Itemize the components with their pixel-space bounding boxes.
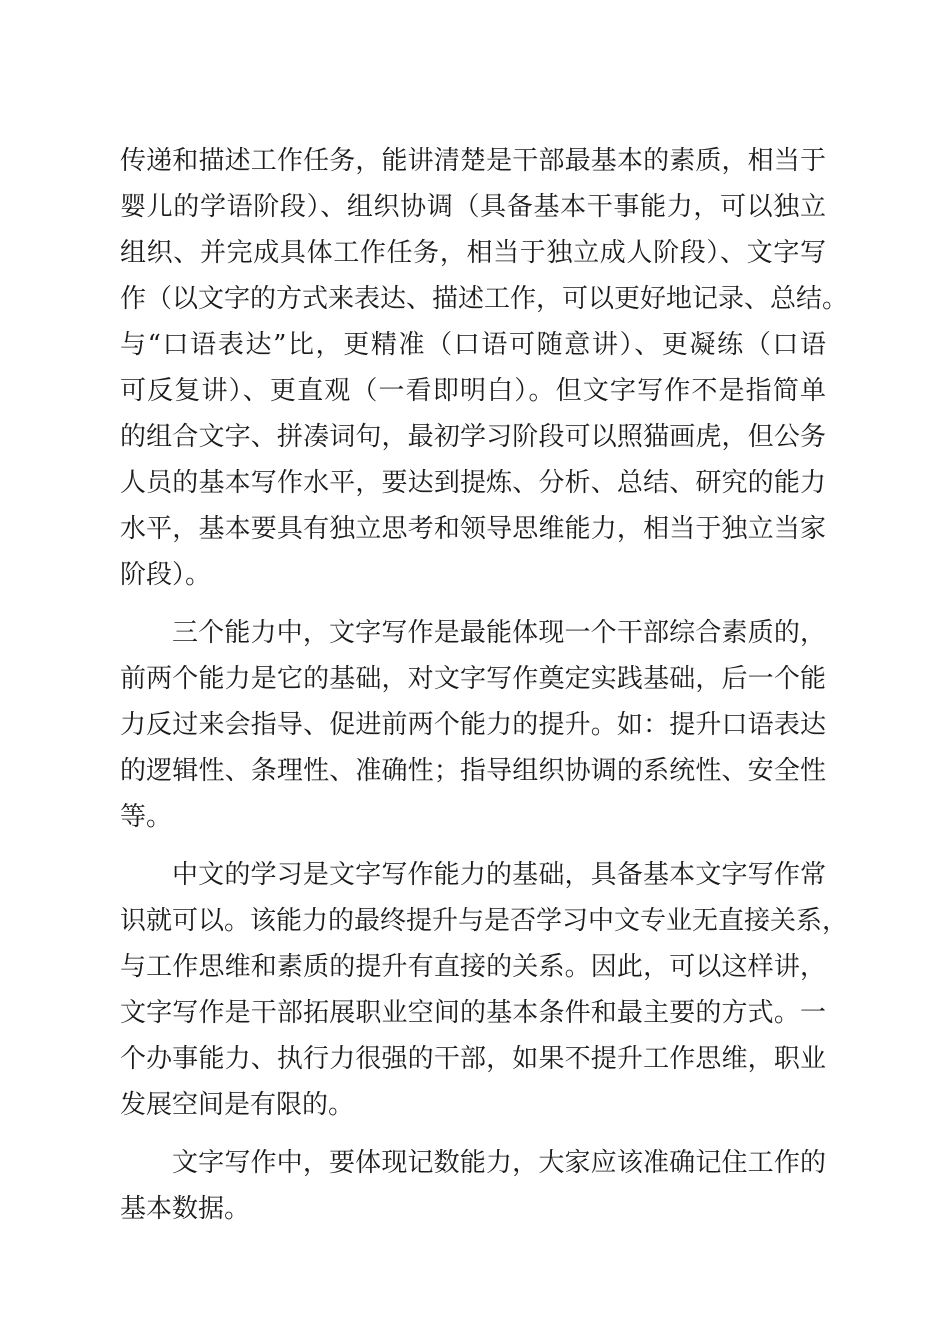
text-line: 可反复讲）、更直观（一看即明白）。但文字写作不是指简单 xyxy=(120,376,826,406)
text-line: 与“口语表达”比，更精准（口语可随意讲）、更凝练（口语 xyxy=(120,330,826,360)
text-line: 三个能力中，文字写作是最能体现一个干部综合素质的， xyxy=(172,618,826,648)
text-line: 发展空间是有限的。 xyxy=(120,1090,355,1120)
text-line: 等。 xyxy=(120,802,173,832)
text-line: 中文的学习是文字写作能力的基础，具备基本文字写作常 xyxy=(172,860,826,890)
text-line: 水平，基本要具有独立思考和领导思维能力，相当于独立当家 xyxy=(120,514,826,544)
text-line: 作（以文字的方式来表达、描述工作，可以更好地记录、总结。 xyxy=(120,284,849,314)
text-line: 识就可以。该能力的最终提升与是否学习中文专业无直接关系， xyxy=(120,906,849,936)
text-line: 婴儿的学语阶段）、组织协调（具备基本干事能力，可以独立 xyxy=(120,192,826,222)
text-line: 阶段）。 xyxy=(120,560,212,590)
text-line: 前两个能力是它的基础，对文字写作奠定实践基础，后一个能 xyxy=(120,664,826,694)
text-line: 与工作思维和素质的提升有直接的关系。因此，可以这样讲， xyxy=(120,952,826,982)
text-line: 组织、并完成具体工作任务，相当于独立成人阶段）、文字写 xyxy=(120,238,826,268)
text-line: 基本数据。 xyxy=(120,1194,251,1224)
text-line: 人员的基本写作水平，要达到提炼、分析、总结、研究的能力 xyxy=(120,468,826,498)
text-line: 个办事能力、执行力很强的干部，如果不提升工作思维，职业 xyxy=(120,1044,826,1074)
text-line: 传递和描述工作任务，能讲清楚是干部最基本的素质，相当于 xyxy=(120,146,826,176)
text-line: 的逻辑性、条理性、准确性；指导组织协调的系统性、安全性 xyxy=(120,756,826,786)
text-line: 的组合文字、拼凑词句，最初学习阶段可以照猫画虎，但公务 xyxy=(120,422,826,452)
text-line: 文字写作是干部拓展职业空间的基本条件和最主要的方式。一 xyxy=(120,998,826,1028)
text-line: 力反过来会指导、促进前两个能力的提升。如：提升口语表达 xyxy=(120,710,826,740)
text-line: 文字写作中，要体现记数能力，大家应该准确记住工作的 xyxy=(172,1148,826,1178)
